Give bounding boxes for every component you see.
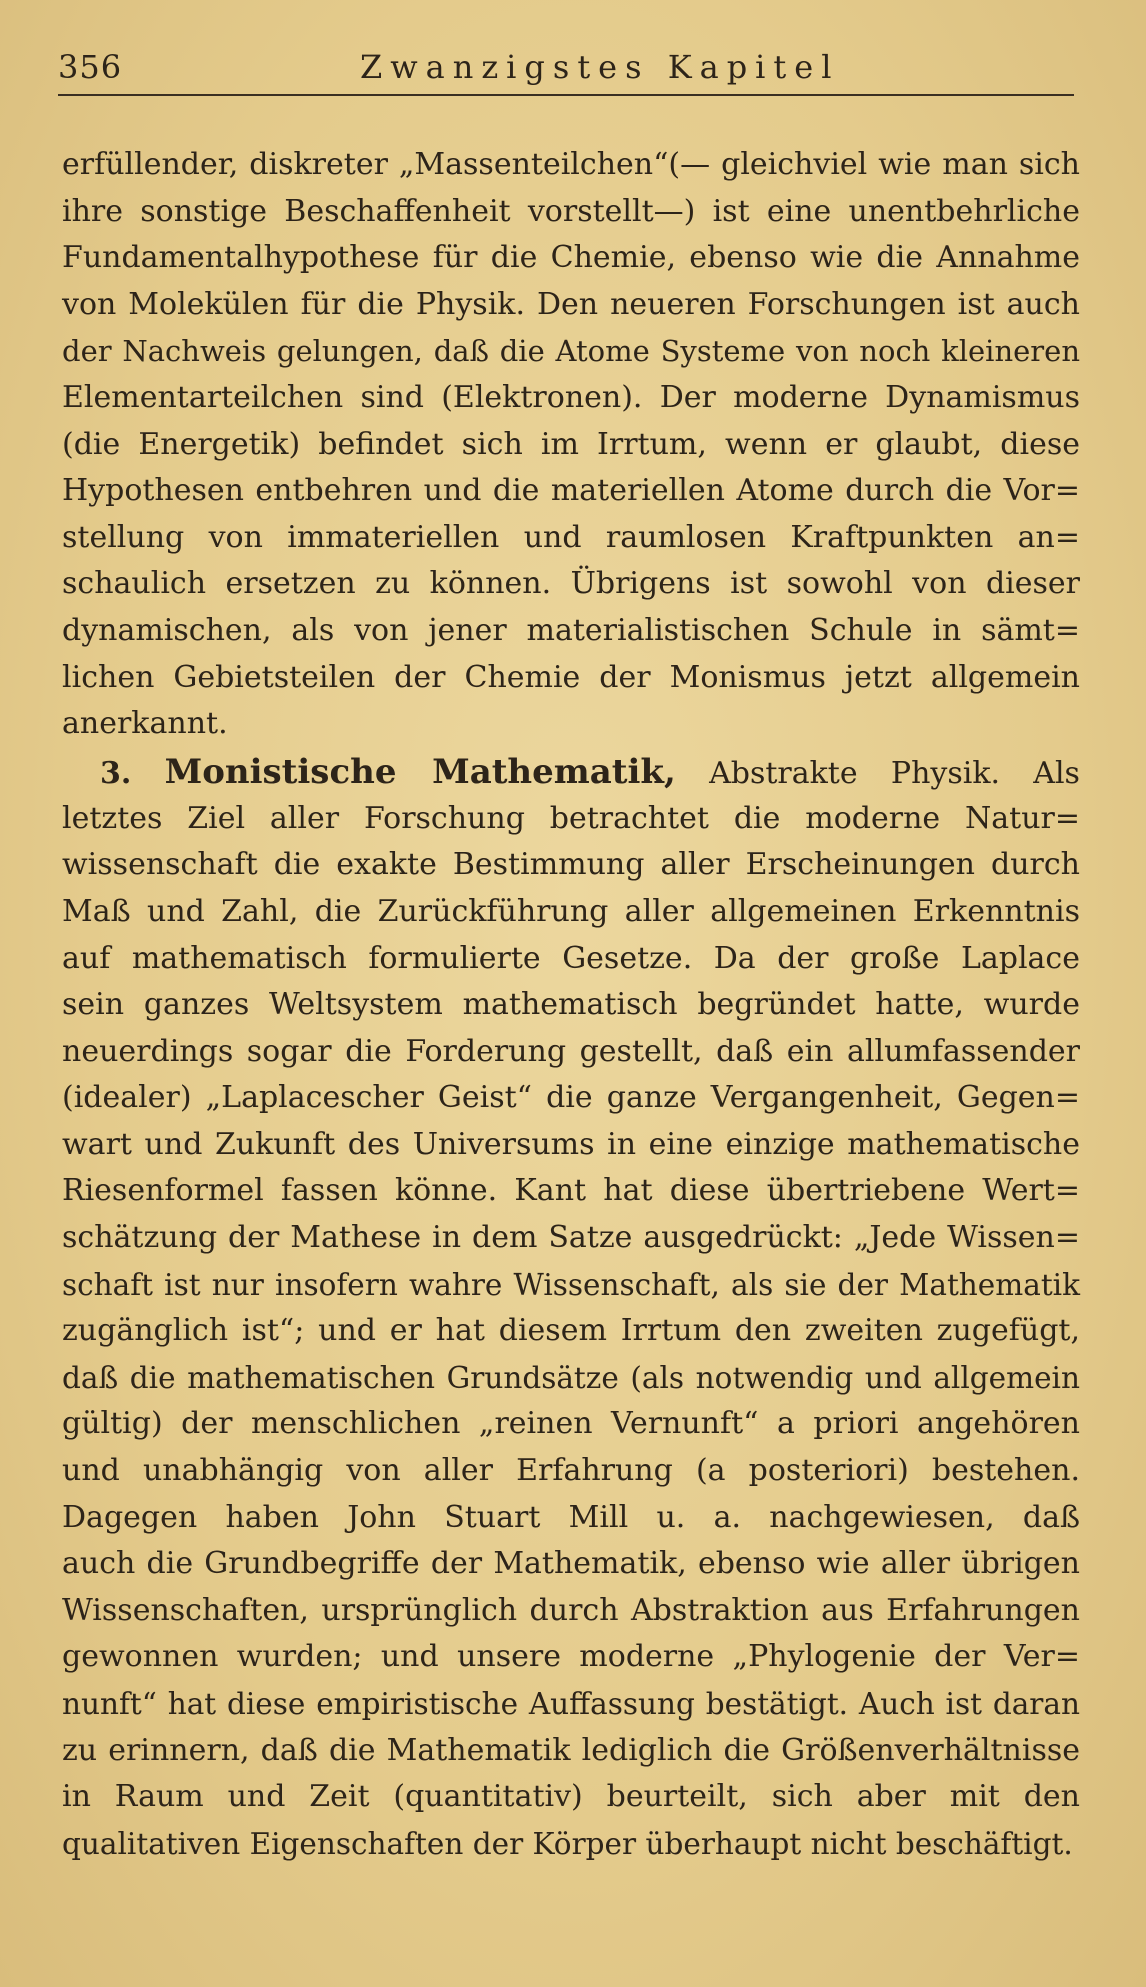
- text-line: Riesenformel fassen könne. Kant hat diese übertriebene Wert=: [62, 1173, 1080, 1209]
- text-line: Elementarteilchen sind (Elektronen). Der moderne Dynamismus: [62, 379, 1080, 415]
- text-line: wissenschaft die exakte Bestimmung aller Erscheinungen durch: [62, 847, 1080, 883]
- text-line: lichen Gebietsteilen der Chemie der Monismus jetzt allgemein: [62, 659, 1080, 695]
- text-line: stellung von immateriellen und raumlosen Kraftpunkten an=: [62, 519, 1080, 555]
- text-line: erfüllender, diskreter „Massenteilchen“(— gleichviel wie man sich: [62, 147, 1080, 182]
- text-line: schätzung der Mathese in dem Satze ausgedrückt: „Jede Wissen=: [62, 1220, 1080, 1256]
- text-line: sein ganzes Weltsystem mathematisch begründet hatte, wurde: [62, 987, 1080, 1023]
- text-line: ihre sonstige Beschaffenheit vorstellt—) ist eine unentbehrliche: [62, 193, 1080, 229]
- text-line: Maß und Zahl, die Zurückführung aller allgemeinen Erkenntnis: [62, 893, 1080, 929]
- text-line: zu erinnern, daß die Mathematik lediglich die Größenverhältnisse: [62, 1732, 1080, 1768]
- text-line: Hypothesen entbehren und die materiellen Atome durch die Vor=: [62, 473, 1080, 509]
- text-line: wart und Zukunft des Universums in eine einzige mathematische: [62, 1126, 1080, 1162]
- text-line: dynamischen, als von jener materialistischen Schule in sämt=: [62, 612, 1080, 648]
- text-line: (die Energetik) befindet sich im Irrtum, wenn er glaubt, diese: [62, 426, 1080, 462]
- text-line: Fundamentalhypothese für die Chemie, ebenso wie die Annahme: [62, 240, 1080, 276]
- section-title: Monistische Mathematik,: [164, 751, 676, 792]
- section-heading-line: [62, 748, 1080, 796]
- text-line: neuerdings sogar die Forderung gestellt, daß ein allumfassender: [62, 1033, 1080, 1069]
- text-line: daß die mathematischen Grundsätze (als notwendig und allgemein: [62, 1360, 1080, 1395]
- text-line: zugänglich ist“; und er hat diesem Irrtum den zweiten zugefügt,: [62, 1313, 1080, 1349]
- text-line: Dagegen haben John Stuart Mill u. a. nachgewiesen, daß: [62, 1499, 1080, 1535]
- text-line: auch die Grundbegriffe der Mathematik, ebenso wie aller übrigen: [62, 1546, 1080, 1582]
- text-line: gültig) der menschlichen „reinen Vernunft“ a priori angehören: [62, 1406, 1080, 1442]
- running-head: Zwanzigstes Kapitel: [360, 48, 840, 86]
- body-text: [62, 142, 1080, 1867]
- header-rule: [58, 94, 1074, 96]
- text-line: qualitativen Eigenschaften der Körper überhaupt nicht beschäftigt.: [62, 1826, 1073, 1861]
- text-line: schaulich ersetzen zu können. Übrigens ist sowohl von dieser: [62, 566, 1080, 602]
- section-subtitle: Abstrakte Physik. Als: [709, 755, 1080, 791]
- page-header: [58, 40, 1074, 96]
- text-line: nunft“ hat diese empiristische Auffassung bestätigt. Auch ist daran: [62, 1687, 1080, 1721]
- text-line: auf mathematisch formulierte Gesetze. Da der große Laplace: [62, 940, 1080, 976]
- page-number: 356: [58, 48, 123, 86]
- text-line: gewonnen wurden; und unsere moderne „Phylogenie der Ver=: [62, 1639, 1080, 1675]
- text-line: Wissenschaften, ursprünglich durch Abstraktion aus Erfahrungen: [62, 1592, 1080, 1628]
- section-number: 3.: [100, 755, 132, 791]
- text-line: von Molekülen für die Physik. Den neueren Forschungen ist auch: [62, 286, 1080, 322]
- text-line: der Nachweis gelungen, daß die Atome Systeme von noch kleineren: [62, 334, 1080, 369]
- text-line: letztes Ziel aller Forschung betrachtet die moderne Natur=: [62, 800, 1080, 836]
- text-line: in Raum und Zeit (quantitativ) beurteilt, sich aber mit den: [62, 1779, 1080, 1815]
- text-line: (idealer) „Laplacescher Geist“ die ganze Vergangenheit, Gegen=: [62, 1080, 1080, 1116]
- text-line: schaft ist nur insofern wahre Wissenschaft, als sie der Mathematik: [62, 1267, 1080, 1302]
- text-line: anerkannt.: [62, 706, 228, 742]
- text-line: und unabhängig von aller Erfahrung (a posteriori) bestehen.: [62, 1453, 1080, 1489]
